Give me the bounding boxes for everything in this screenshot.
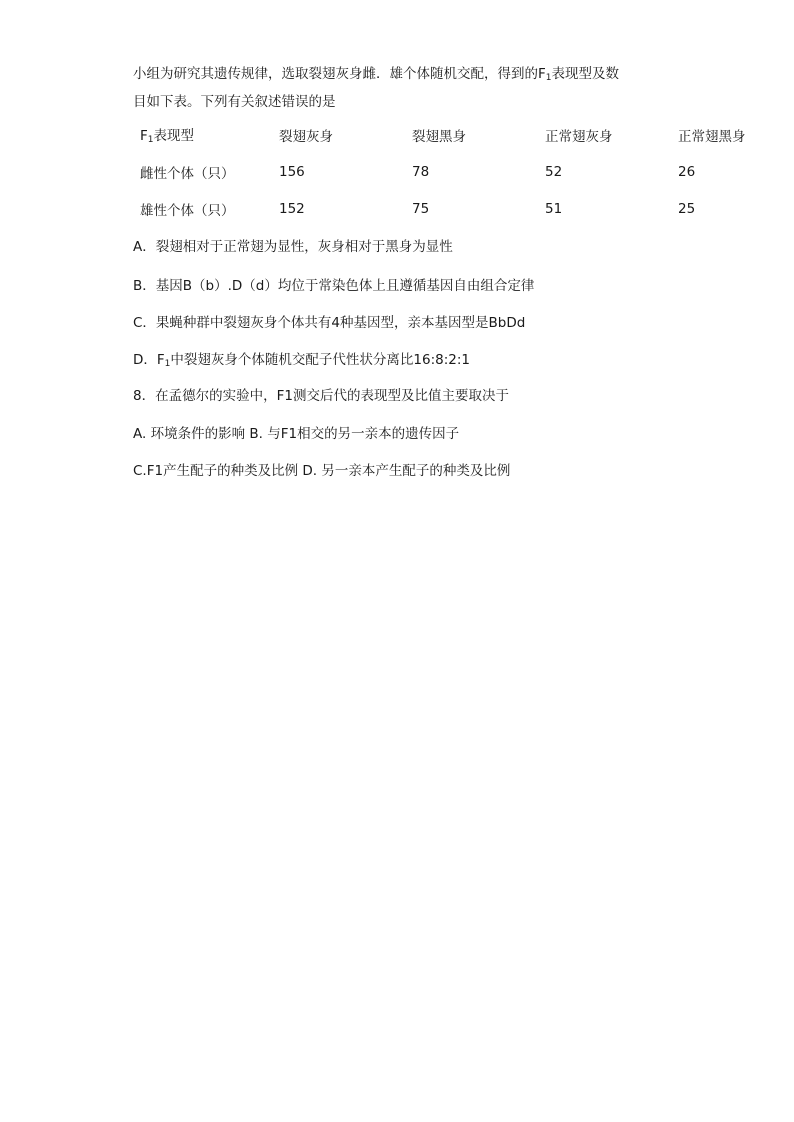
intro-line-1-tail: 表现型及数 (551, 66, 619, 82)
cell: 156 (279, 163, 305, 180)
option-a: A．裂翅相对于正常翅为显性，灰身相对于黑身为显性 (133, 239, 453, 255)
question-intro (133, 62, 693, 114)
cell: 52 (545, 163, 563, 180)
row-label: 雄性个体（只） (140, 202, 235, 219)
cell: 152 (279, 200, 305, 217)
subscript: 1 (147, 135, 154, 145)
cell: 75 (412, 200, 430, 217)
cell: 26 (678, 163, 696, 180)
table-row-male (133, 190, 758, 227)
table-header-row (133, 116, 758, 153)
header-col-3: 正常翅灰身 (545, 128, 613, 145)
subscript: 1 (545, 73, 552, 83)
header-rest: 表现型 (153, 128, 194, 144)
header-col-2: 裂翅黑身 (412, 128, 466, 145)
intro-line-1 (133, 62, 693, 90)
question-8-options-cd: C.F1产生配子的种类及比例 D. 另一亲本产生配子的种类及比例 (133, 463, 511, 479)
option-d (133, 348, 470, 369)
cell: 25 (678, 200, 696, 217)
option-c: C．果蝇种群中裂翅灰身个体共有4种基因型，亲本基因型是BbDd (133, 315, 526, 331)
cell: 78 (412, 163, 430, 180)
option-d-head: D．F (133, 352, 165, 368)
header-phenotype (133, 116, 279, 153)
question-8-options-ab: A. 环境条件的影响 B. 与F1相交的另一亲本的遗传因子 (133, 426, 460, 442)
header-f: F (140, 128, 148, 144)
cell: 51 (545, 200, 563, 217)
table-row-female (133, 153, 758, 190)
option-b: B．基因B（b）.D（d）均位于常染色体上且遵循基因自由组合定律 (133, 278, 535, 294)
option-d-text: 中裂翅灰身个体随机交配子代性状分离比16:8:2:1 (170, 352, 470, 368)
results-table (133, 116, 758, 227)
subscript: 1 (164, 359, 171, 369)
header-col-4: 正常翅黑身 (678, 128, 746, 145)
question-8-stem: 8．在孟德尔的实验中，F1测交后代的表现型及比值主要取决于 (133, 388, 509, 404)
intro-line-1-text: 小组为研究其遗传规律，选取裂翅灰身雌．雄个体随机交配，得到的F (133, 66, 546, 82)
row-label: 雌性个体（只） (140, 165, 235, 182)
header-col-1: 裂翅灰身 (279, 128, 333, 145)
intro-line-2: 目如下表。下列有关叙述错误的是 (133, 94, 336, 110)
